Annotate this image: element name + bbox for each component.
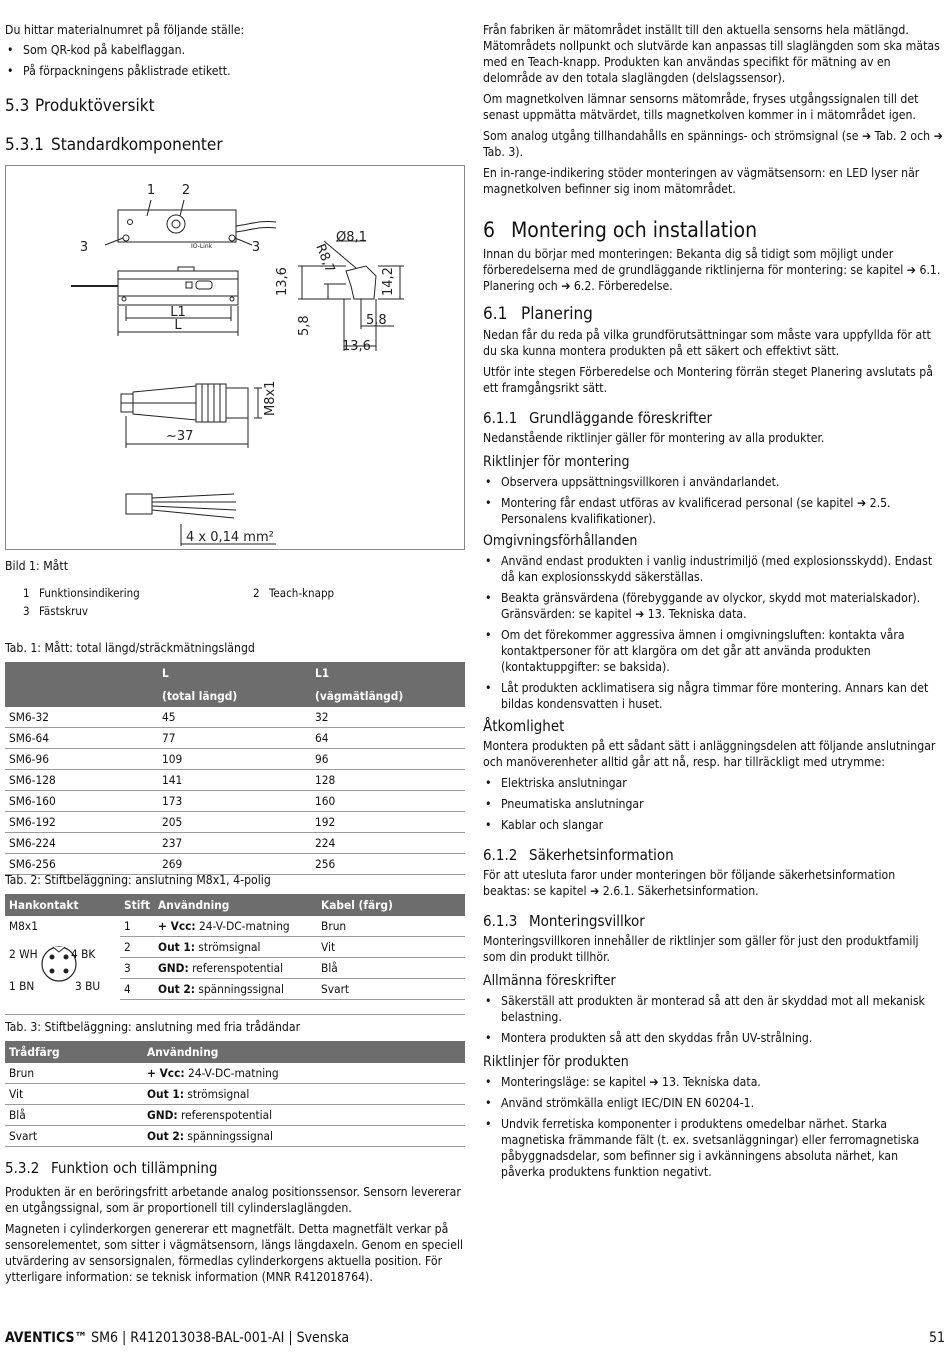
section-5-3-2 (5, 1160, 465, 1290)
table-cell: 32 (311, 707, 465, 728)
dim-m8: M8x1 (263, 380, 278, 416)
table-cell: 109 (158, 749, 311, 770)
table-row (5, 728, 465, 749)
list-item: • På förpackningens påklistrade etikett. (5, 63, 465, 79)
list-item: • Monteringsläge: se kapitel ➔ 13. Tekniska data. (483, 1074, 943, 1090)
intro-list (5, 42, 465, 84)
table-header: Hankontakt (5, 894, 120, 916)
pin-label: 2 WH (9, 947, 38, 961)
table-cell: Brun (5, 1063, 143, 1084)
table-cell: Svart (317, 979, 465, 1000)
table-cell: + Vcc: 24-V-DC-matning (143, 1063, 465, 1084)
table-row (5, 791, 465, 812)
sensor-side-view (118, 271, 238, 305)
callout-3-right: 3 (251, 240, 261, 255)
dimension-drawing (6, 166, 464, 549)
dim-width-5-8: 5,8 (366, 313, 387, 328)
paragraph: Från fabriken är mätområdet inställt till den aktuella sensorns hela mätlängd. Mätområdets nollpunkt och slutvärde kan anpassas till slaglängden som ska mätas med en Teach-knapp. Produkten kan användas specifikt för mätning av en delområde av den totala slaglängden (delslagssensor). (483, 23, 940, 85)
chapter-heading-6: 6 Montering och installation (483, 218, 758, 242)
table-2 (5, 894, 465, 1015)
table-cell: 224 (311, 833, 465, 854)
iolink-logo: IO-Link (191, 243, 213, 250)
table-3-block (5, 1019, 465, 1147)
intro-text: Du hittar materialnumret på följande ställe: (5, 23, 245, 37)
list (483, 553, 943, 712)
subheading-allmanna: Allmänna föreskrifter (483, 973, 616, 989)
table-cell: 4 (120, 979, 154, 1000)
table-1 (5, 662, 465, 875)
paragraph: Nedan får du reda på vilka grundförutsättningar som måste vara uppfyllda för att du ska kunna montera produkten på ett säkert och effektivt sätt. (483, 328, 931, 358)
table-cell: 256 (311, 854, 465, 875)
table-header: Användning (154, 894, 317, 916)
legend-text: Fästskruv (39, 604, 88, 618)
table-cell: 2 (120, 937, 154, 958)
paragraph: Produkten är en beröringsfritt arbetande analog positionssensor. Sensorn levererar en utgångssignal, som är proportionell till cylinderslaglängden. (5, 1185, 461, 1215)
dim-diameter: Ø8,1 (336, 230, 367, 245)
pin-label: 1 BN (9, 979, 35, 993)
table-1-caption: Tab. 1: Mått: total längd/sträckmätningslängd (5, 641, 255, 655)
table-cell: Vit (317, 937, 465, 958)
table-header: Stift (120, 894, 154, 916)
table-header: Kabel (färg) (317, 894, 465, 916)
table-cell: + Vcc: 24-V-DC-matning (154, 916, 317, 937)
table-cell: Out 1: strömsignal (143, 1084, 465, 1105)
dim-width-13-6: 13,6 (342, 339, 371, 354)
table-cell: SM6-32 (5, 707, 158, 728)
table-1-block (5, 640, 465, 875)
table-1-body (5, 707, 465, 875)
table-row (5, 812, 465, 833)
list-item: • Beakta gränsvärdena (förebyggande av olyckor, skydd mot materialskador). Gränsvärden: se kapitel ➔ 13. Tekniska data. (483, 590, 943, 622)
dim-wires: 4 x 0,14 mm² (186, 530, 274, 545)
paragraph: En in-range-indikering stöder monteringen av vägmätsensorn: en LED lyser när magnetkolven befinner sig inom mätområdet. (483, 166, 920, 196)
subheading-riktlinjer: Riktlinjer för montering (483, 454, 630, 470)
table-cell: 77 (158, 728, 311, 749)
right-column (483, 22, 943, 1185)
list (483, 1074, 943, 1180)
table-cell: 237 (158, 833, 311, 854)
cable-end (126, 494, 152, 514)
legend-num: 3 (23, 604, 30, 618)
table-row (5, 833, 465, 854)
section-heading-6-1-1: 6.1.1 Grundläggande föreskrifter (483, 409, 713, 427)
table-cell: Out 1: strömsignal (154, 937, 317, 958)
dim-height-5-8: 5,8 (297, 315, 312, 336)
legend-num: 2 (253, 586, 260, 600)
figure-caption: Bild 1: Mått (5, 559, 68, 573)
table-cell: 160 (311, 791, 465, 812)
subheading-omgivning: Omgivningsförhållanden (483, 533, 638, 549)
callout-2: 2 (181, 183, 191, 198)
list-item: • Montering får endast utföras av kvalificerad personal (se kapitel ➔ 2.5. Personalens kvalifikationer). (483, 495, 943, 527)
table-cell: 141 (158, 770, 311, 791)
table-cell: 192 (311, 812, 465, 833)
list-item: • Elektriska anslutningar (483, 775, 943, 791)
page-footer (5, 1330, 945, 1346)
list-item: • Låt produkten acklimatisera sig några timmar före montering. Annars kan det bildas kondensvatten i huset. (483, 680, 943, 712)
list-item: • Pneumatiska anslutningar (483, 796, 943, 812)
table-cell: SM6-160 (5, 791, 158, 812)
table-header: L (total längd) (158, 662, 311, 707)
table-cell: 1 (120, 916, 154, 937)
table-3-caption: Tab. 3: Stiftbeläggning: anslutning med fria trådändar (5, 1020, 301, 1034)
table-3 (5, 1041, 465, 1147)
callout-3-left: 3 (79, 240, 89, 255)
table-cell: 45 (158, 707, 311, 728)
dim-height-14-2: 14,2 (381, 267, 396, 296)
table-cell: 128 (311, 770, 465, 791)
pin-label: 4 BK (71, 947, 96, 961)
dim-l1: L1 (170, 305, 186, 320)
legend-text: Teach-knapp (269, 586, 335, 600)
list (483, 993, 943, 1046)
teach-button-shape (167, 215, 185, 233)
list-item: • Säkerställ att produkten är monterad så att den är skyddad mot all mekanisk belastning. (483, 993, 943, 1025)
section-heading-5-3-1: 5.3.1 Standardkomponenter (5, 135, 223, 155)
dim-height-13-6: 13,6 (275, 267, 290, 296)
list-item: • Kablar och slangar (483, 817, 943, 833)
table-cell: Brun (317, 916, 465, 937)
list-item: • Undvik ferretiska komponenter i produktens omedelbar närhet. Starka magnetiska främmande fält (t. ex. svetsanläggningar) eller ferromagnetiska påbyggnadsdelar, som befinner sig i avkänningens absoluta närhet, kan påverka produktens funktion negativt. (483, 1116, 943, 1180)
pin-label: 3 BU (75, 979, 101, 993)
table-header: L1 (vägmätlängd) (311, 662, 465, 707)
table-cell: 64 (311, 728, 465, 749)
section-heading-5-3: 5.3 Produktöversikt (5, 96, 155, 116)
figure-caption-block (5, 558, 465, 629)
list (483, 474, 943, 527)
table-cell: Out 2: spänningssignal (154, 979, 317, 1000)
table-header: Trådfärg (5, 1041, 143, 1063)
table-cell: Out 2: spänningssignal (143, 1126, 465, 1147)
table-cell: 269 (158, 854, 311, 875)
section-heading-6-1-3: 6.1.3 Monteringsvillkor (483, 912, 645, 930)
paragraph: Innan du börjar med monteringen: Bekanta dig så tidigt som möjligt under förberedelserna med de grundläggande riktlinjerna för montering: se kapitel ➔ 6.1. Planering och ➔ 6.2. Förberedelse. (483, 247, 941, 293)
dim-length-37: ~37 (166, 429, 194, 444)
section-heading-6-1-2: 6.1.2 Säkerhetsinformation (483, 846, 674, 864)
list-item: • Som QR-kod på kabelflaggan. (5, 42, 465, 58)
list-item: • Om det förekommer aggressiva ämnen i omgivningsluften: kontakta våra kontaktpersoner för att klargöra om det går att använda produkten (kontaktuppgifter: se baksida). (483, 627, 943, 675)
table-row (5, 707, 465, 728)
paragraph: Om magnetkolven lämnar sensorns mätområde, fryses utgångssignalen till det senast uppmätta mätvärdet, tills magnetkolven kommer in i mätområdet igen. (483, 92, 919, 122)
paragraph: Nedanstående riktlinjer gäller för montering av alla produkter. (483, 431, 825, 445)
table-cell: Blå (5, 1105, 143, 1126)
table-row (5, 770, 465, 791)
paragraph: Som analog utgång tillhandahålls en spännings- och strömsignal (se ➔ Tab. 2 och ➔ Tab. 3). (483, 129, 943, 159)
list-item: • Montera produkten så att den skyddas från UV-strålning. (483, 1030, 943, 1046)
paragraph: För att utesluta faror under monteringen bör följande säkerhetsinformation beaktas: se kapitel ➔ 2.6.1. Säkerhetsinformation. (483, 868, 896, 898)
table-row (5, 749, 465, 770)
list-item: • Använd endast produkten i vanlig industrimiljö (med explosionsskydd). Endast då kan explosionsskydd säkerställas. (483, 553, 943, 585)
section-heading-5-3-2: 5.3.2 Funktion och tillämpning (5, 1159, 218, 1177)
connector-cell: M8x1 2 WH 4 BK 1 BN 3 BU (5, 916, 120, 1000)
list (483, 775, 943, 833)
paragraph: Utför inte stegen Förberedelse och Montering förrän steget Planering avslutats på ett framgångsrikt sätt. (483, 365, 933, 395)
dim-radius: R8,7 (312, 241, 338, 276)
table-cell: Blå (317, 958, 465, 979)
pin-diagram (9, 934, 116, 996)
table-cell: Vit (5, 1084, 143, 1105)
table-cell: SM6-256 (5, 854, 158, 875)
table-cell: SM6-224 (5, 833, 158, 854)
page-number: 51 (928, 1330, 945, 1346)
subheading-produkten: Riktlinjer för produkten (483, 1054, 629, 1070)
table-cell: 205 (158, 812, 311, 833)
legend-num: 1 (23, 586, 30, 600)
table-2-block (5, 872, 465, 1015)
sensor-profile-view (346, 266, 376, 299)
table-cell: 96 (311, 749, 465, 770)
paragraph: Monteringsvillkoren innehåller de riktlinjer som gäller för just den produktfamilj som din produkt tillhör. (483, 934, 919, 964)
table-header: Användning (143, 1041, 465, 1063)
paragraph: Magneten i cylinderkorgen genererar ett magnetfält. Detta magnetfält verkar på sensorelementet, som sitter i vägmätsensorn, längs längdaxeln. Genom en speciell utvärdering av sensorsignalen, förmedlas cylinderkorgens aktuella position. För ytterligare information: se teknisk information (MNR R412018764). (5, 1222, 464, 1284)
table-cell: SM6-96 (5, 749, 158, 770)
table-cell: SM6-128 (5, 770, 158, 791)
table-2-caption: Tab. 2: Stiftbeläggning: anslutning M8x1, 4-polig (5, 873, 271, 887)
subheading-atkomlighet: Åtkomlighet (483, 717, 565, 735)
table-cell: GND: referenspotential (143, 1105, 465, 1126)
table-cell: 173 (158, 791, 311, 812)
figure-legend (5, 585, 465, 629)
list-item: • Använd strömkälla enligt IEC/DIN EN 60204-1. (483, 1095, 943, 1111)
table-cell: 3 (120, 958, 154, 979)
dimension-figure (5, 165, 465, 550)
paragraph: Montera produkten på ett sådant sätt i anläggningsdelen att följande anslutningar och manöverenheter alltid går att nå, resp. har tillräckligt med utrymme: (483, 739, 936, 769)
table-cell: Svart (5, 1126, 143, 1147)
table-cell: SM6-192 (5, 812, 158, 833)
list-item: • Observera uppsättningsvillkoren i användarlandet. (483, 474, 943, 490)
table-cell: SM6-64 (5, 728, 158, 749)
footer-brand: AVENTICS™ (5, 1330, 88, 1346)
legend-text: Funktionsindikering (39, 586, 140, 600)
footer-doc-info: SM6 | R412013038-BAL-001-AI | Svenska (87, 1330, 350, 1346)
section-heading-6-1: 6.1 Planering (483, 304, 593, 324)
table-cell: GND: referenspotential (154, 958, 317, 979)
callout-1: 1 (146, 183, 156, 198)
dim-l: L (174, 318, 182, 333)
